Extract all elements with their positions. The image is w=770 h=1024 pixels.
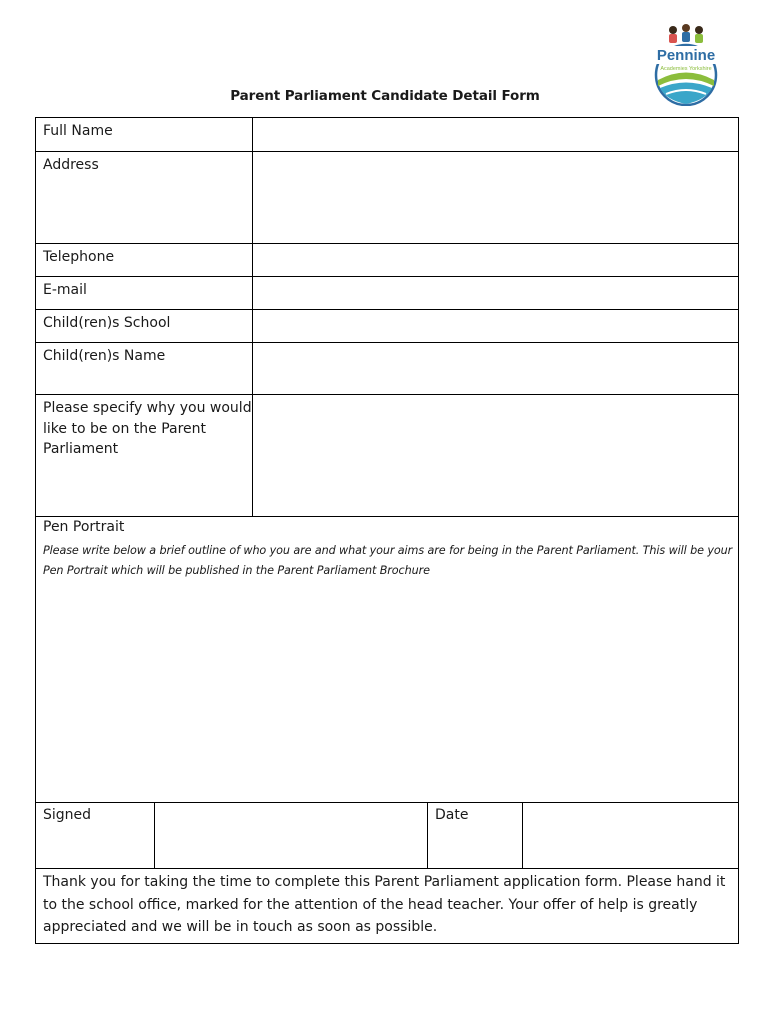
address-field[interactable] xyxy=(253,152,738,244)
logo-name: Pennine xyxy=(656,47,716,64)
school-label: Child(ren)s School xyxy=(36,310,253,343)
row-reason xyxy=(36,394,738,517)
full-name-label: Full Name xyxy=(36,118,253,151)
row-footer xyxy=(36,868,738,943)
child-name-field[interactable] xyxy=(253,343,738,395)
signed-field[interactable] xyxy=(155,803,428,869)
pen-portrait-help: Please write below a brief outline of who you are and what your aims are for being in the Parent Parliament. This will be your Pen Portrait which will be published in the Parent Parliament Brochure xyxy=(43,544,733,577)
row-address xyxy=(36,151,738,244)
telephone-label: Telephone xyxy=(36,244,253,277)
pen-portrait-label: Pen Portrait xyxy=(43,519,125,535)
footer-text: Thank you for taking the time to complete this Parent Parliament application form. Please hand it to the school office, marked for the attention of the head teacher. Your offer of help is greatly appreciated and we will be in touch as soon as possible. xyxy=(43,874,726,935)
row-child-name xyxy=(36,342,738,395)
logo-subtitle: Academies Yorkshire xyxy=(660,66,712,72)
reason-label: Please specify why you would like to be on the Parent Parliament xyxy=(36,395,253,517)
row-signature xyxy=(36,802,738,869)
candidate-form xyxy=(35,117,739,944)
date-label: Date xyxy=(428,803,523,869)
date-field[interactable] xyxy=(523,803,738,869)
email-label: E-mail xyxy=(36,277,253,310)
full-name-field[interactable] xyxy=(253,118,738,151)
signed-label: Signed xyxy=(36,803,155,869)
row-full-name xyxy=(36,118,738,151)
school-field[interactable] xyxy=(253,310,738,343)
row-email xyxy=(36,276,738,310)
address-label: Address xyxy=(36,152,253,244)
row-school xyxy=(36,309,738,343)
email-field[interactable] xyxy=(253,277,738,310)
row-pen-portrait[interactable] xyxy=(36,516,738,803)
reason-field[interactable] xyxy=(253,395,738,517)
children-figures-icon xyxy=(669,24,703,43)
row-telephone xyxy=(36,243,738,277)
child-name-label: Child(ren)s Name xyxy=(36,343,253,395)
telephone-field[interactable] xyxy=(253,244,738,277)
form-title: Parent Parliament Candidate Detail Form xyxy=(230,88,540,104)
